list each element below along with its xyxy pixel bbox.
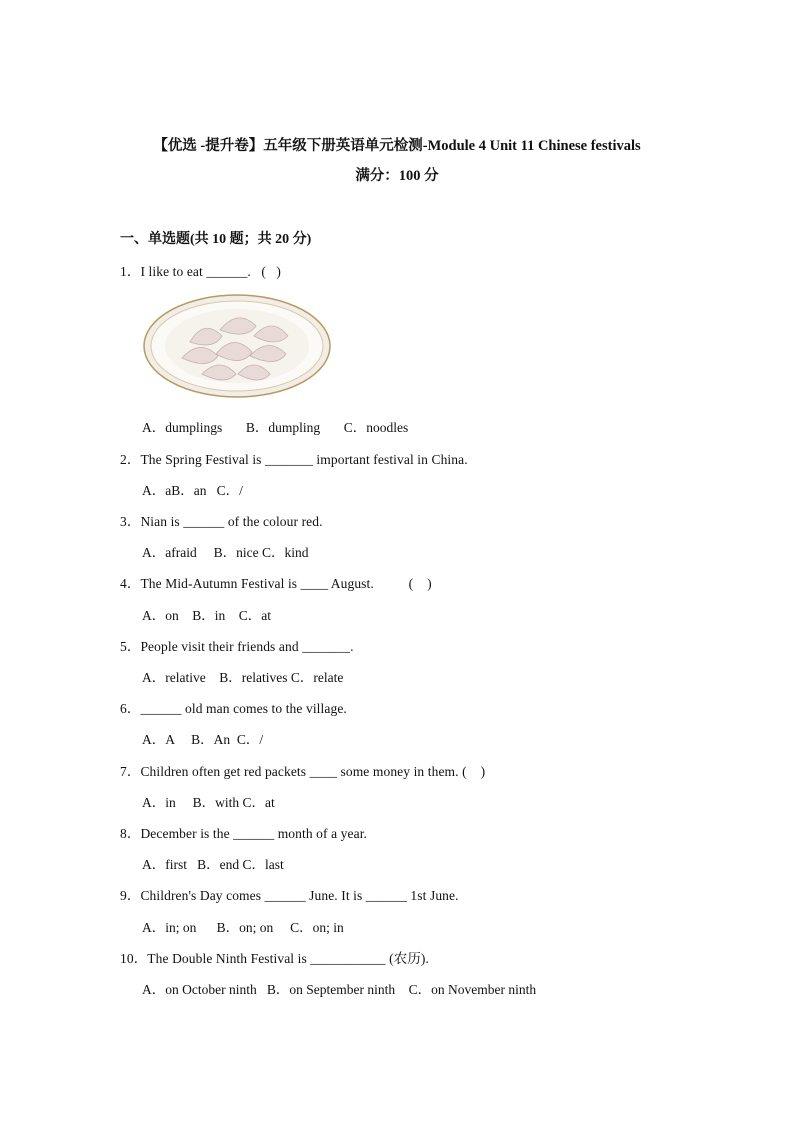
question-8: 8．December is the ______ month of a year. xyxy=(120,826,368,841)
question-3-options: A．afraid B．nice C．kind xyxy=(142,545,309,560)
question-10: 10．The Double Ninth Festival is ___________ (农历). xyxy=(120,951,429,966)
question-7-options: A．in B．with C．at xyxy=(142,795,275,810)
question-2-options: A．aB．an C．/ xyxy=(142,483,243,498)
question-2: 2．The Spring Festival is _______ important festival in China. xyxy=(120,452,468,467)
question-5: 5．People visit their friends and _______. xyxy=(120,639,354,654)
question-1-options: A．dumplings B．dumpling C．noodles xyxy=(142,420,409,435)
section-heading: 一、单选题(共 10 题；共 20 分) xyxy=(120,232,312,247)
question-9-options: A．in; on B．on; on C．on; in xyxy=(142,920,344,935)
full-score: 满分：100 分 xyxy=(355,168,439,184)
question-9: 9．Children's Day comes ______ June. It is ______ 1st June. xyxy=(120,888,459,903)
question-8-options: A．first B．end C．last xyxy=(142,857,284,872)
question-3: 3．Nian is ______ of the colour red. xyxy=(120,514,323,529)
question-4-options: A．on B．in C．at xyxy=(142,608,272,623)
dumplings-image xyxy=(142,290,332,400)
question-5-options: A．relative B．relatives C．relate xyxy=(142,670,344,685)
question-1: 1．I like to eat ______. ( ) xyxy=(120,264,281,279)
question-10-options: A．on October ninth B．on September ninth C．on November ninth xyxy=(142,982,537,997)
question-4: 4．The Mid-Autumn Festival is ____ August. ( ) xyxy=(120,576,432,591)
document-title: 【优选 -提升卷】五年级下册英语单元检测-Module 4 Unit 11 Chinese festivals xyxy=(153,138,641,154)
question-6: 6．______ old man comes to the village. xyxy=(120,701,347,716)
question-7: 7．Children often get red packets ____ some money in them. ( ) xyxy=(120,764,486,779)
question-6-options: A．A B．An C．/ xyxy=(142,732,264,747)
